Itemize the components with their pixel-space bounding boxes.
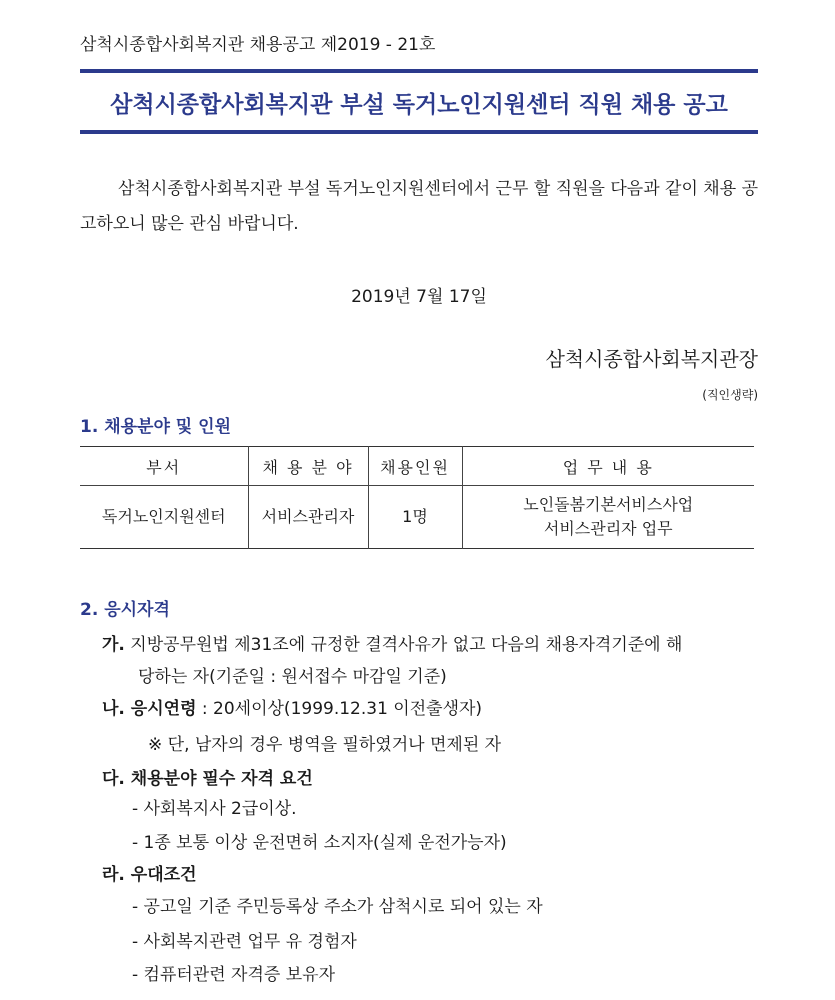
title-bottom-rule xyxy=(80,130,758,134)
qualification-ra-label: 라. 우대조건 xyxy=(102,865,197,885)
positions-table xyxy=(80,446,754,549)
cell-field: 서비스관리자 xyxy=(248,486,368,549)
column-header-count: 채용인원 xyxy=(368,447,462,486)
notice-date: 2019년 7월 17일 xyxy=(351,287,487,307)
column-header-dept: 부서 xyxy=(80,447,248,486)
qualification-na xyxy=(102,694,482,719)
notice-number: 삼척시종합사회복지관 채용공고 제2019 - 21호 xyxy=(80,35,436,55)
cell-dept: 독거노인지원센터 xyxy=(80,486,248,549)
qualification-ra-item: - 공고일 기준 주민등록상 주소가 삼척시로 되어 있는 자 xyxy=(132,897,543,917)
qualification-na-label: 나. 응시연령 xyxy=(102,699,197,719)
qualification-da-item: - 사회복지사 2급이상. xyxy=(132,799,297,819)
section-heading-qualifications: 2. 응시자격 xyxy=(80,600,170,620)
title-top-rule xyxy=(80,69,758,73)
duty-line-1: 노인돌봄기본서비스사업 xyxy=(523,495,694,514)
qualification-na-value: : 20세이상(1999.12.31 이전출생자) xyxy=(196,699,483,719)
seal-note: (직인생략) xyxy=(702,388,758,402)
qualification-ga-continued: 당하는 자(기준일 : 원서접수 마감일 기준) xyxy=(138,667,447,687)
qualification-da-label: 다. 채용분야 필수 자격 요건 xyxy=(102,769,313,789)
table-row xyxy=(80,486,754,549)
column-header-field: 채 용 분 야 xyxy=(248,447,368,486)
issuer-name: 삼척시종합사회복지관장 xyxy=(545,347,758,371)
qualification-ra-item: - 사회복지관련 업무 유 경험자 xyxy=(132,932,357,952)
qualification-ga-text: 지방공무원법 제31조에 규정한 결격사유가 없고 다음의 채용자격기준에 해 xyxy=(130,635,683,655)
page-title: 삼척시종합사회복지관 부설 독거노인지원센터 직원 채용 공고 xyxy=(110,92,728,118)
cell-count: 1명 xyxy=(368,486,462,549)
qualification-na-note: ※ 단, 남자의 경우 병역을 필하였거나 면제된 자 xyxy=(148,735,502,755)
duty-line-2: 서비스관리자 업무 xyxy=(543,519,673,538)
qualification-da-item: - 1종 보통 이상 운전면허 소지자(실제 운전가능자) xyxy=(132,833,507,853)
qualification-ra-item: - 컴퓨터관련 자격증 보유자 xyxy=(132,965,335,985)
table-header-row xyxy=(80,447,754,486)
qualification-ga xyxy=(102,630,682,655)
cell-duty xyxy=(462,486,754,549)
qualification-ga-label: 가. xyxy=(102,635,125,655)
column-header-duty: 업 무 내 용 xyxy=(462,447,754,486)
section-heading-positions: 1. 채용분야 및 인원 xyxy=(80,417,231,437)
intro-paragraph: 삼척시종합사회복지관 부설 독거노인지원센터에서 근무 할 직원을 다음과 같이 채용 공고하오니 많은 관심 바랍니다. xyxy=(80,179,758,234)
